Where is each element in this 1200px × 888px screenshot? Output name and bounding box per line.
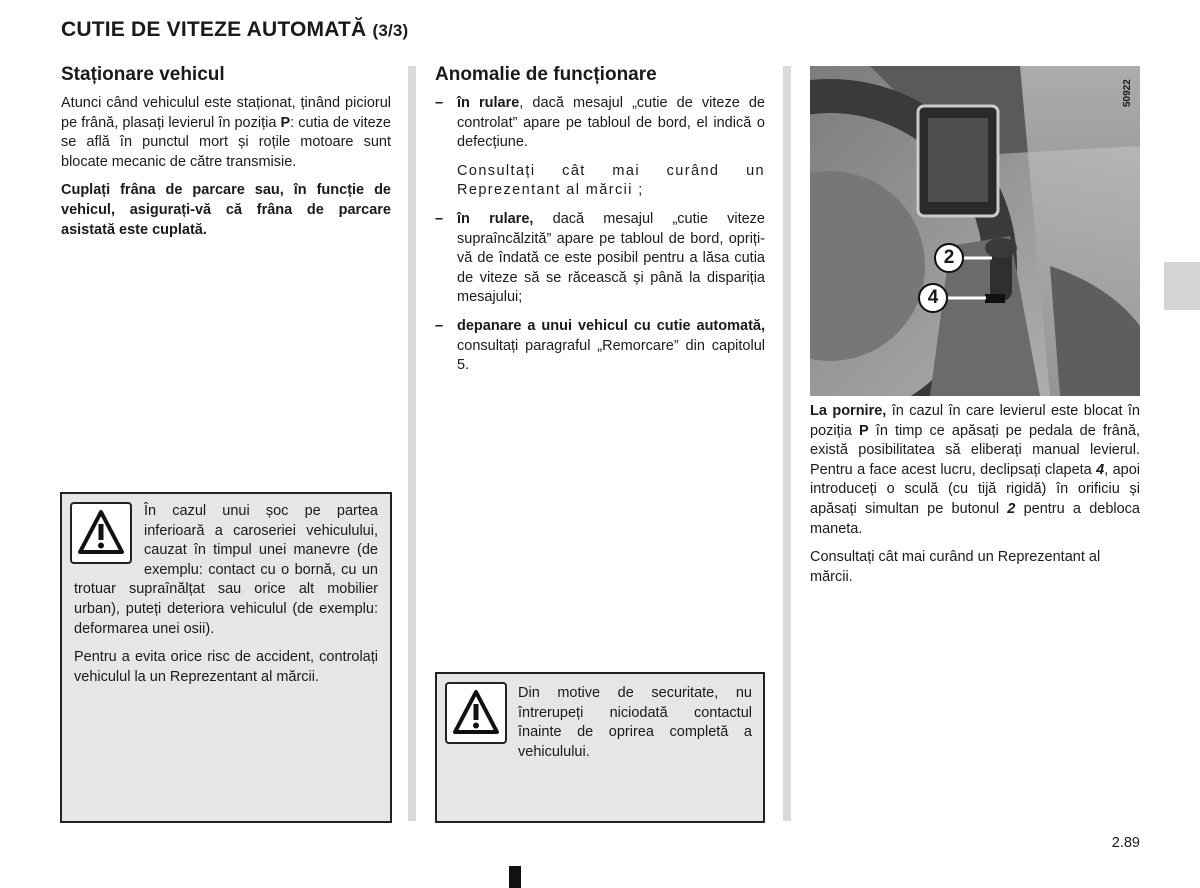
photo-reference-number: 50922 [1122, 79, 1133, 107]
paragraph-bold: Cuplați frâna de parcare sau, în funcție de vehicul, asigurați-vă că frâna de parcare asistată este cuplată. [61, 182, 391, 238]
title-part: (3/3) [372, 21, 409, 40]
gear-lever-photo [810, 66, 1140, 396]
warning-paragraph: În cazul unui șoc pe partea inferioară a caroseriei vehiculului, cauzat în timpul unei manevre (de exemplu: contact cu o bornă, cu un trotuar supraînălțat sau orice alt mobilier urban), puteți deteriora vehiculul (de exemplu: deformarea unei osii). [74, 503, 378, 637]
list-subparagraph: Consultați cât mai curând un Reprezentant al mărcii ; [457, 162, 765, 199]
section-heading-anomalie: Anomalie de funcționare [435, 64, 657, 85]
callout-2: 2 [934, 243, 964, 273]
page-title [61, 18, 408, 42]
paragraph: Consultați cât mai curând un Reprezentant al mărcii. [810, 549, 1101, 585]
list-item: – depanare a unui vehicul cu cutie automată, consultați paragraful „Remorcare” din capitolul 5. [435, 317, 765, 374]
title-main: CUTIE DE VITEZE AUTOMATĂ [61, 18, 367, 41]
chapter-tab [1164, 262, 1200, 310]
warning-box-shock [60, 492, 392, 823]
paragraph: Atunci când vehiculul este staționat, ținând piciorul pe frână, plasați levierul în poziția P: cutia de viteze se află în punctul mort și roțile motoare sunt blocate mecanic de către transmisie. [61, 95, 391, 170]
column-divider-1 [408, 66, 416, 821]
col2-text [435, 94, 765, 376]
section-heading-stationare: Staționare vehicul [61, 64, 225, 85]
warning-box-ignition [435, 672, 765, 823]
callout-4: 4 [918, 283, 948, 313]
col3-text [810, 402, 1140, 587]
list-item: – în rulare, dacă mesajul „cutie viteze supraîncălzită” apare pe tabloul de bord, opriți-vă de îndată ce este posibil pentru a lăsa cutia de viteze să se răcească și până la dispariția mesajului; [435, 210, 765, 306]
page-number: 2.89 [1111, 835, 1140, 851]
list-item: – în rulare, dacă mesajul „cutie de viteze de controlat” apare pe tabloul de bord, el indică o defecțiune. [435, 95, 765, 151]
col1-text [61, 94, 391, 240]
warning-text [74, 502, 378, 687]
paragraph: La pornire, în cazul în care levierul este blocat în poziția P în timp ce apăsați pe pedala de frână, există posibilitatea să eliberați manual levierul. Pentru a face acest lucru, declipsați clapeta 4, apoi introduceți o sculă (cu tijă rigidă) în orificiu și apăsați simultan pe butonul 2 pentru a debloca maneta. [810, 403, 1140, 537]
binding-mark [509, 866, 521, 888]
column-divider-2 [783, 66, 791, 821]
warning-triangle-icon [445, 682, 507, 744]
warning-paragraph: Pentru a evita orice risc de accident, controlați vehiculul la un Reprezentant al mărcii. [74, 649, 378, 685]
warning-text: Din motive de securitate, nu întrerupeți niciodată contactul înainte de oprirea completă a vehiculului. [518, 685, 752, 760]
